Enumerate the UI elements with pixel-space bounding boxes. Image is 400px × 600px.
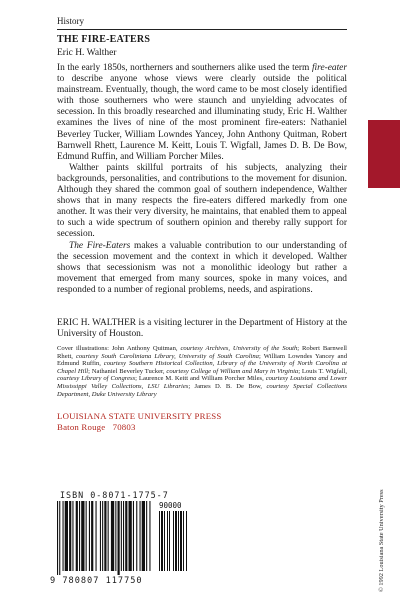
description-paragraph-1 [57,63,347,163]
barcode-bar [104,501,106,571]
addon-bar [164,511,165,571]
barcode-bar [65,501,68,571]
book-author: Eric H. Walther [57,48,117,58]
barcode-bar [133,501,134,571]
publisher-city: Baton Rouge [57,422,106,432]
barcode-bar [89,501,90,571]
p1-text: In the early 1850s, northerners and southerners alike used the term fire-eater to describe anyone whose views were clearly outside the political mainstream. Eventually, though, the word came to be most closely identified with those southerners who were staunch and unyielding advocates of secession. In this broadly researched and illuminating study, Eric H. Walther examines the lives of nine of the most prominent fire-eaters: Nathaniel Beverley Tucker, William Lowndes Yancey, John Anthony Quitman, Robert Barnwell Rhett, Laurence M. Keitt, Louis T. Wigfall, James D. B. De Bow, Edmund Ruffin, and William Porcher Miles. [57,63,347,162]
description-paragraph-3 [57,241,347,296]
barcode-bar [100,501,101,571]
barcode-bar [140,501,141,571]
category-label: History [57,16,84,26]
isbn-text: ISBN 0-8071-1775-7 [60,490,169,500]
addon-bar [173,511,174,571]
addon-bar [175,511,177,571]
barcode-bar [142,501,145,571]
barcode-bar [91,501,93,571]
addon-bar [186,511,187,571]
p3-text: The Fire-Eaters makes a valuable contribution to our understanding of the secession movement and the context in which it developed. Walther shows that secessionism was not a monolithic ideology but rather a movement that emerged from many sources, spoke in many voices, and responded to a number of regional problems, needs, and aspirations. [57,240,347,295]
copyright-notice: © 1992 Louisiana State University Press [378,489,385,592]
barcode-bar [72,501,73,571]
about-author: ERIC H. WALTHER is a visiting lecturer in the Department of History at the University of Houston. [57,318,347,340]
publisher-block [57,411,221,433]
barcode-bar [125,501,127,571]
addon-bar [167,511,168,571]
addon-bar [169,511,170,571]
red-band [368,120,400,188]
cover-credits: Cover illustrations: John Anthony Quitman, courtesy Archives, University of the South; Robert Barnwell Rhett, courtesy South Caroliniana Library, University of South Carolina; William Lowndes Yancey and Edmund Ruffin, courtesy Southern Historical Collection, Library of the University of North Carolina at Chapel Hill; Nathaniel Beverley Tucker, courtesy College of William and Mary in Virginia; Louis T. Wigfall, courtesy Library of Congress; Laurence M. Keitt and William Porcher Miles, courtesy Louisiana and Lower Mississippi Valley Collections, LSU Libraries; James D. B. De Bow, courtesy Special Collections Department, Duke University Library [57,345,348,398]
publisher-location [57,422,221,433]
barcode-bar [69,501,71,571]
barcode-number: 9 780807 117750 [50,576,143,586]
addon-bar [178,511,179,571]
barcode-bar [108,501,109,571]
barcode-bar [76,501,78,571]
barcode-bar [81,501,84,571]
barcode-bar [59,501,60,575]
barcode-bar [79,501,80,571]
description-paragraph-2: Walther paints skillful portraits of his subjects, analyzing their backgrounds, personalities, and contributions to the movement for disunion. Although they shared the common goal of southern independence, Walther shows that in many respects the fire-eaters differed markedly from one another. It was their very diversity, he maintains, that enabled them to appeal to such a wide spectrum of southern opinion and thereby rally support for secession. [57,162,347,240]
addon-bar [180,511,182,571]
barcode-bar [149,501,150,571]
barcode-bar [102,501,103,571]
barcode-bar [121,501,122,571]
addon-code: 90000 [159,501,182,510]
addon-bar [161,511,163,571]
barcode-bar [57,501,58,575]
barcode-bar [136,501,137,571]
barcode-bar [63,501,64,571]
description [57,63,347,296]
barcode [55,501,187,577]
addon-bar [159,511,160,571]
barcode-bar [123,501,124,571]
publisher-zip: 70803 [112,422,136,432]
publisher-name: LOUISIANA STATE UNIVERSITY PRESS [57,411,222,421]
header-rule [57,29,347,30]
book-title: THE FIRE-EATERS [57,34,151,45]
barcode-bar [118,501,120,575]
barcode-bar [96,501,97,571]
barcode-bar [146,501,147,571]
barcode-graphic [55,501,187,577]
barcode-bar [111,501,114,571]
barcode-bar [129,501,132,571]
barcode-bar [115,501,116,571]
addon-bar [183,511,184,571]
barcode-bar [86,501,87,571]
